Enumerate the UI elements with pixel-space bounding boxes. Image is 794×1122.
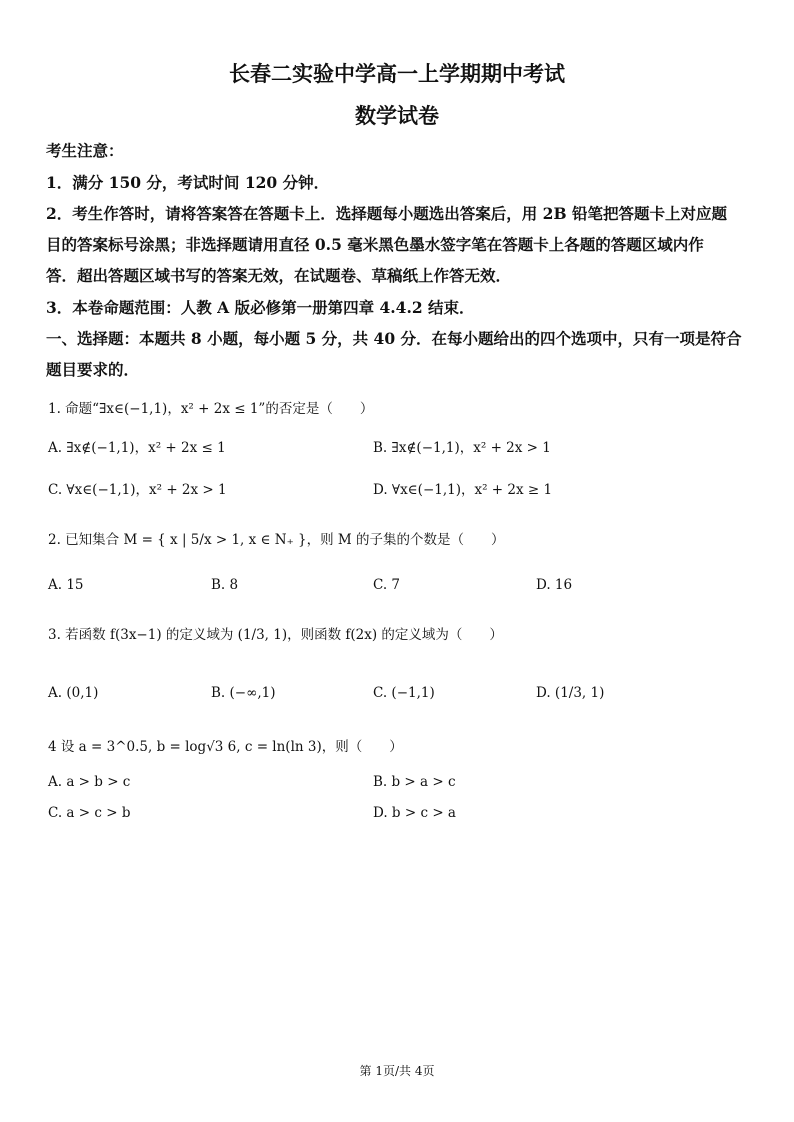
question-4-option-a: A. a > b > c [48,774,131,790]
note-item-2-line-3: 答．超出答题区域书写的答案无效，在试题卷、草稿纸上作答无效． [46,266,512,285]
question-3-option-d: D. (1/3, 1) [536,685,605,701]
exam-subtitle: 数学试卷 [355,103,439,128]
question-4-option-d: D. b > c > a [373,805,456,821]
question-2-option-c: C. 7 [373,577,401,593]
question-2-option-a: A. 15 [48,577,84,593]
question-2-option-d: D. 16 [536,577,573,593]
note-item-2-line-2: 目的答案标号涂黑；非选择题请用直径 0.5 毫米黑色墨水签字笔在答题卡上各题的答题区域内作 [46,235,704,254]
note-item-3: 3．本卷命题范围：人教 A 版必修第一册第四章 4.4.2 结束． [46,298,475,317]
question-4-option-b: B. b > a > c [373,774,456,790]
note-item-1: 1．满分 150 分，考试时间 120 分钟． [46,173,330,192]
exam-title: 长春二实验中学高一上学期期中考试 [229,61,565,86]
note-item-2-line-1: 2．考生作答时，请将答案答在答题卡上．选择题每小题选出答案后，用 2B 铅笔把答题卡上对应题 [46,204,727,223]
question-4-option-c: C. a > c > b [48,805,131,821]
question-3-option-a: A. (0,1) [48,685,99,701]
question-1-option-c: C. ∀x∈(−1,1)，x² + 2x > 1 [48,482,227,498]
question-1-option-b: B. ∃x∉(−1,1)，x² + 2x > 1 [373,440,551,456]
question-2-stem: 2. 已知集合 M = { x | 5/x > 1, x ∈ N₊ }，则 M 的子集的个数是（ ） [48,532,505,548]
question-3-option-b: B. (−∞,1) [211,685,276,701]
question-4-stem: 4 设 a = 3^0.5, b = log√3 6, c = ln(ln 3)，则（ ） [48,739,403,755]
question-1-option-a: A. ∃x∉(−1,1)，x² + 2x ≤ 1 [48,440,226,456]
question-1-option-d: D. ∀x∈(−1,1)，x² + 2x ≥ 1 [373,482,553,498]
section-1-heading-line-2: 题目要求的． [46,360,140,379]
question-1-stem: 1. 命题“∃x∈(−1,1)，x² + 2x ≤ 1”的否定是（ ） [48,401,374,417]
page-footer: 第 1页/共 4页 [359,1064,435,1078]
notes-heading: 考生注意： [46,141,124,160]
section-1-heading-line-1: 一、选择题：本题共 8 小题，每小题 5 分，共 40 分．在每小题给出的四个选项中，只有一项是符合 [46,329,742,348]
question-3-stem: 3. 若函数 f(3x−1) 的定义域为 (1/3, 1)，则函数 f(2x) 的定义域为（ ） [48,627,503,643]
question-2-option-b: B. 8 [211,577,239,593]
question-3-option-c: C. (−1,1) [373,685,435,701]
